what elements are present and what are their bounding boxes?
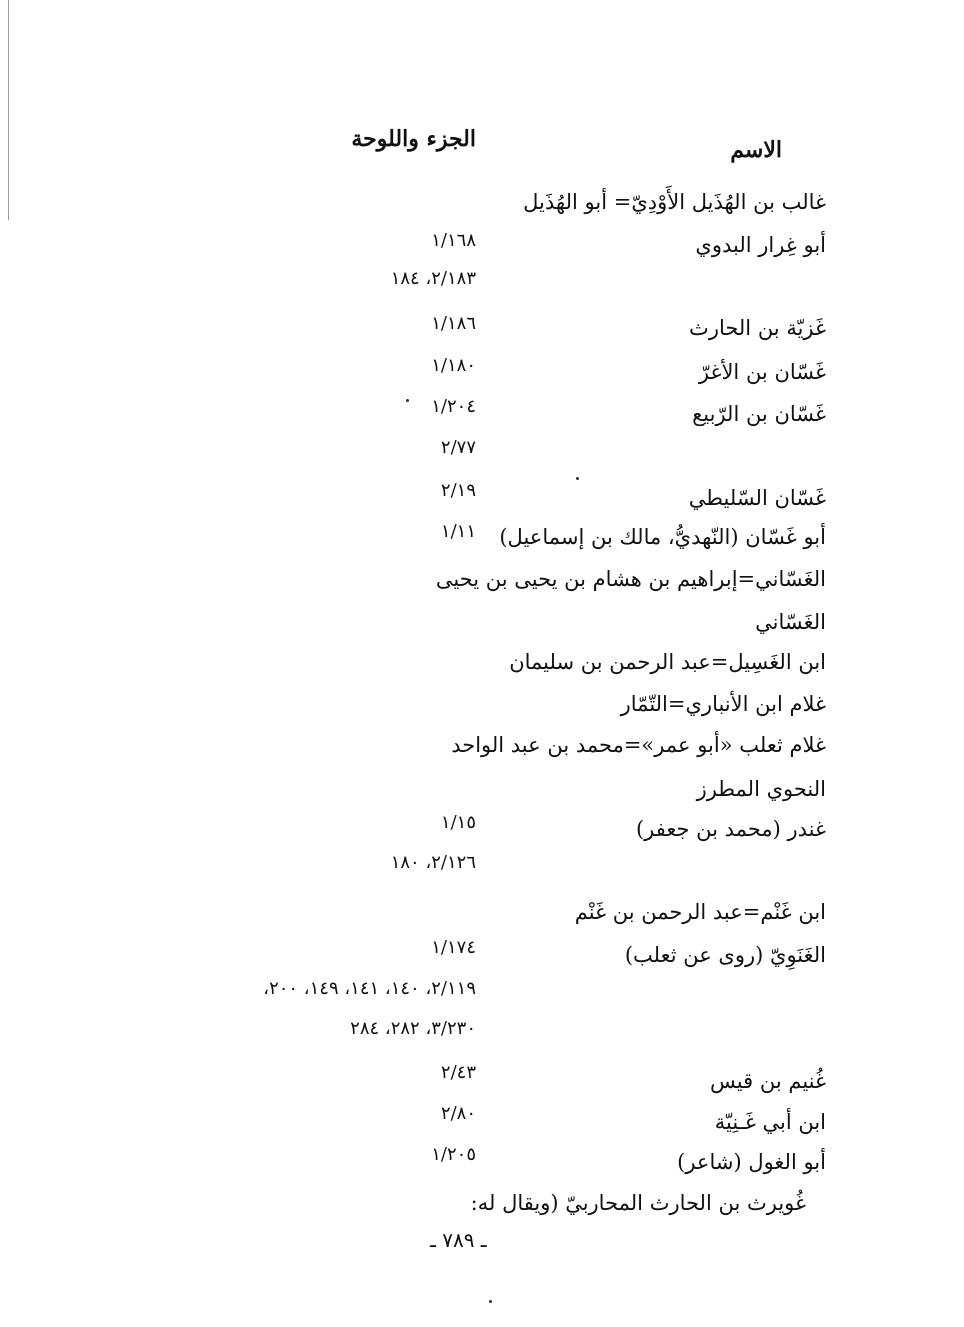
name-entry: ابن أبي غَـنِيّة	[714, 1110, 826, 1134]
name-entry: غلام ابن الأنباري=التّمّار	[620, 692, 826, 716]
page-number: ـ ٧٨٩ ـ	[430, 1228, 487, 1252]
name-entry: غُنيم بن قيس	[710, 1069, 826, 1093]
volume-plate-ref: ١/٢٠٤	[431, 396, 476, 417]
name-entry: ابن الغَسِيل=عبد الرحمن بن سليمان	[509, 650, 826, 674]
volume-plate-ref: ٢/٧٧	[440, 437, 476, 458]
name-entry: غُويرث بن الحارث المحاربيّ (ويقال له:	[470, 1191, 806, 1215]
scan-speck	[406, 399, 409, 402]
volume-plate-ref: ١/٢٠٥	[431, 1144, 476, 1165]
name-entry: أبو غِرار البدوي	[695, 233, 826, 257]
name-entry: غَسّان بن الأغرّ	[698, 360, 826, 384]
scan-edge-line	[8, 0, 9, 220]
name-entry: الغَسّاني=إبراهيم بن هشام بن يحيى بن يحيى	[435, 567, 826, 591]
name-entry: أبو غَسّان (النّهديُّ، مالك بن إسماعيل)	[499, 525, 826, 549]
volume-plate-ref: ١/١٧٤	[431, 937, 476, 958]
name-entry: الغَنَوِيّ (روى عن ثعلب)	[624, 943, 826, 967]
name-entry: غَسّان بن الرّبيع	[692, 402, 826, 426]
volume-plate-ref: ٣/٢٣٠، ٢٨٢، ٢٨٤	[350, 1018, 476, 1039]
header-volume-plate-column: الجزء واللوحة	[351, 126, 476, 152]
name-entry: أبو الغول (شاعر)	[677, 1150, 826, 1174]
name-entry: الغَسّاني	[755, 610, 826, 634]
scan-speck	[489, 1300, 492, 1303]
volume-plate-ref: ٢/١٢٦، ١٨٠	[390, 852, 476, 873]
volume-plate-ref: ١/١٨٦	[431, 313, 476, 334]
volume-plate-ref: ٢/١١٩، ١٤٠، ١٤١، ١٤٩، ٢٠٠،	[263, 978, 476, 999]
volume-plate-ref: ٢/٤٣	[440, 1062, 476, 1083]
volume-plate-ref: ٢/١٩	[440, 480, 476, 501]
volume-plate-ref: ١/١٨٠	[431, 355, 476, 376]
name-entry: غندر (محمد بن جعفر)	[635, 817, 826, 841]
volume-plate-ref: ١/١٦٨	[431, 230, 476, 251]
header-name-column: الاسم	[730, 137, 782, 163]
name-entry: غلام ثعلب «أبو عمر»=محمد بن عبد الواحد	[451, 733, 826, 757]
volume-plate-ref: ٢/١٨٣، ١٨٤	[390, 268, 476, 289]
scan-speck	[576, 477, 579, 480]
volume-plate-ref: ١/١٥	[440, 812, 476, 833]
name-entry: ابن غَنْم=عبد الرحمن بن غَنْم	[574, 900, 826, 924]
volume-plate-ref: ١/١١	[440, 521, 476, 542]
volume-plate-ref: ٢/٨٠	[440, 1103, 476, 1124]
name-entry: غَزيّة بن الحارث	[689, 316, 826, 340]
name-entry: النحوي المطرز	[696, 777, 826, 801]
name-entry: غالب بن الهُذَيل الأَوْدِيّ= أبو الهُذَيل	[523, 190, 826, 214]
name-entry: غَسّان السّليطي	[688, 486, 826, 510]
